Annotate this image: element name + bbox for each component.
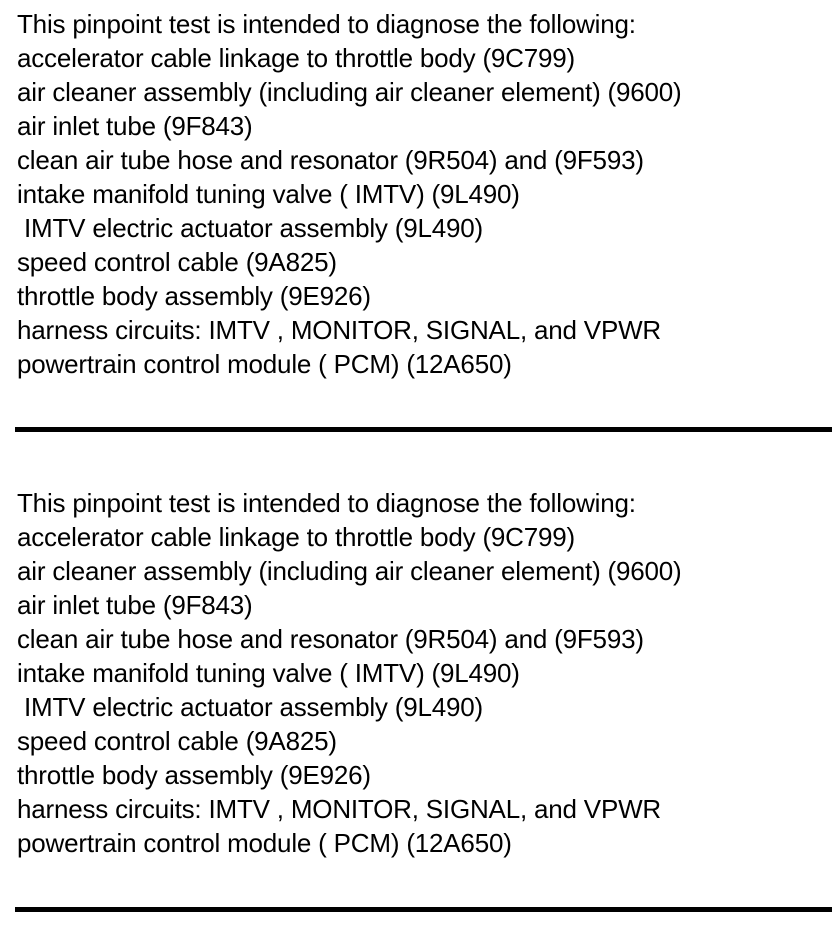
component-item: clean air tube hose and resonator (9R504) and (9F593): [17, 145, 644, 175]
component-item: clean air tube hose and resonator (9R504) and (9F593): [17, 624, 644, 654]
component-item: air cleaner assembly (including air cleaner element) (9600): [17, 556, 682, 586]
component-item: accelerator cable linkage to throttle body (9C799): [17, 43, 575, 73]
component-item: air cleaner assembly (including air cleaner element) (9600): [17, 77, 682, 107]
section-divider: [15, 907, 832, 912]
component-item: speed control cable (9A825): [17, 726, 337, 756]
component-item: accelerator cable linkage to throttle body (9C799): [17, 522, 575, 552]
component-item: powertrain control module ( PCM) (12A650): [17, 828, 512, 858]
diagnosis-section-1: [17, 7, 829, 381]
diagnosis-section-2: [17, 486, 829, 860]
component-item: intake manifold tuning valve ( IMTV) (9L490): [17, 179, 520, 209]
section-divider: [15, 427, 832, 432]
component-item: speed control cable (9A825): [17, 247, 337, 277]
component-item: air inlet tube (9F843): [17, 590, 253, 620]
component-item: IMTV electric actuator assembly (9L490): [17, 692, 483, 722]
component-item: harness circuits: IMTV , MONITOR, SIGNAL, and VPWR: [17, 794, 661, 824]
component-item: throttle body assembly (9E926): [17, 281, 371, 311]
section-heading: This pinpoint test is intended to diagnose the following:: [17, 9, 636, 39]
section-heading: This pinpoint test is intended to diagnose the following:: [17, 488, 636, 518]
component-item: IMTV electric actuator assembly (9L490): [17, 213, 483, 243]
component-item: throttle body assembly (9E926): [17, 760, 371, 790]
component-item: intake manifold tuning valve ( IMTV) (9L490): [17, 658, 520, 688]
component-item: harness circuits: IMTV , MONITOR, SIGNAL, and VPWR: [17, 315, 661, 345]
component-item: powertrain control module ( PCM) (12A650): [17, 349, 512, 379]
component-item: air inlet tube (9F843): [17, 111, 253, 141]
